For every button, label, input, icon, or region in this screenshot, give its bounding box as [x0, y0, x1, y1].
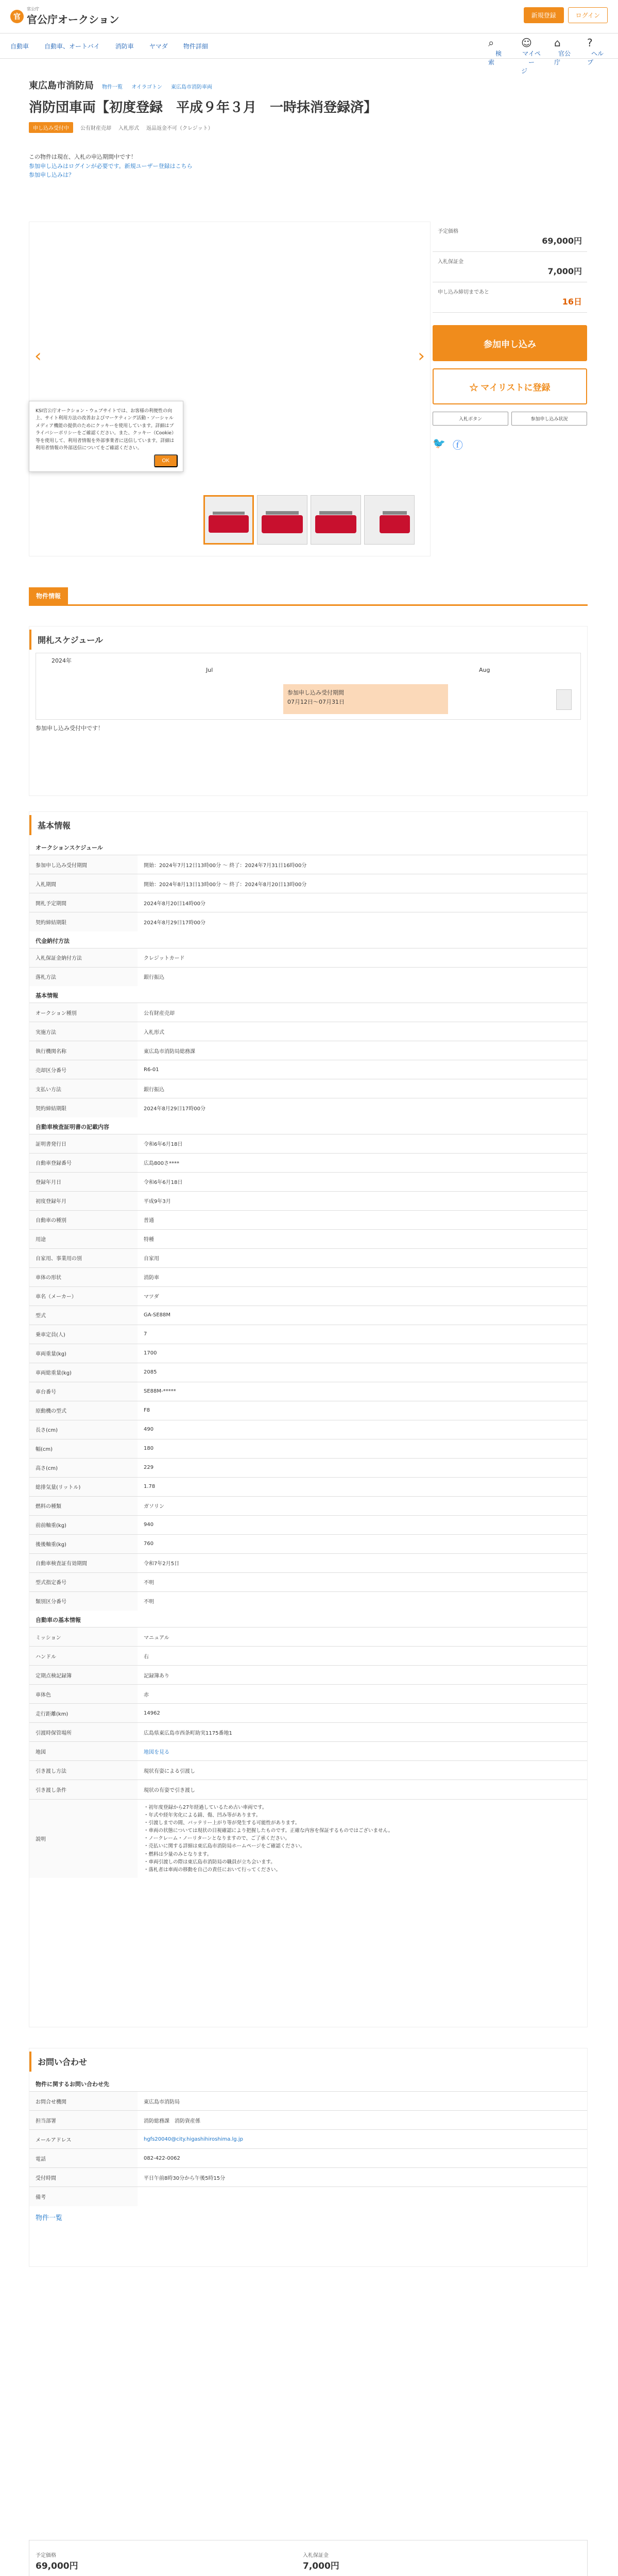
crumb[interactable]: オイラゴトン [131, 84, 162, 90]
cookie-banner [29, 401, 183, 472]
email-link[interactable]: hgfs20040@city.higashihiroshima.lg.jp [144, 2136, 243, 2142]
row-value: 082-422-0062 [138, 2149, 587, 2168]
table-row [29, 1079, 587, 1098]
table-row [29, 1153, 587, 1172]
thumbnail-strip [203, 495, 415, 545]
row-key: 証明書発行日 [29, 1134, 138, 1153]
contact-table [29, 2091, 587, 2206]
cookie-text: KSI官公庁オークション・ウェブサイトでは、お客様の利便性の向上、サイト利用方法の改善およびマーケティング活動・ソーシャルメディア機能の提供のためにクッキーを使用しています。詳細はプライバシーポリシーをご確認ください。また、クッキー（Cookie）等を使用して、利用者情報を外部事業者に送信しています。詳細は利用者情報の外部送信についてをご確認ください。 [36, 409, 177, 451]
status-badge: 申し込み受付中 [29, 122, 73, 133]
deposit-value: 7,000円 [303, 2561, 339, 2571]
row-key: 執行機関名称 [29, 1041, 138, 1060]
row-key: 入札保証金納付方法 [29, 948, 138, 967]
login-button[interactable]: ログイン [568, 7, 608, 23]
row-value: 特種 [138, 1229, 587, 1248]
catnav-item[interactable]: ヤマダ [149, 42, 168, 50]
crumb[interactable]: 東広島市消防車両 [171, 84, 213, 90]
table-row [29, 1172, 587, 1191]
bid-sidebar [433, 222, 587, 452]
deadline-label: 申し込み締切まであと [438, 290, 489, 295]
header-mypage[interactable] [521, 37, 542, 75]
bottom-bid-box [29, 2540, 588, 2576]
row-key: 引き渡し条件 [29, 1780, 138, 1799]
row-key: オークション種別 [29, 1003, 138, 1022]
top-header [0, 0, 618, 33]
row-key: メールアドレス [29, 2130, 138, 2149]
register-link[interactable]: 参加申し込みはログインが必要です。新規ユーザー登録はこちら [29, 162, 193, 170]
table-row [29, 912, 587, 931]
row-key: 乗車定員(人) [29, 1325, 138, 1344]
site-logo[interactable] [10, 7, 119, 26]
info-table [29, 1627, 587, 1799]
row-key: 契約締結期限 [29, 1098, 138, 1117]
row-value: 開始：2024年8月13日13時00分 ～ 終了：2024年8月20日13時00分 [138, 874, 587, 893]
schedule-year: 2024年 [52, 657, 72, 664]
row-value: 2024年8月29日17時00分 [138, 1098, 587, 1117]
table-row [29, 1344, 587, 1363]
table-row [29, 1799, 587, 1878]
logo-text: 官公庁オークション [27, 13, 119, 26]
row-key: 地図 [29, 1742, 138, 1761]
table-row [29, 1022, 587, 1041]
table-row [29, 1382, 587, 1401]
search-icon: ⌕ [488, 37, 494, 49]
star-icon: ☆ [469, 382, 481, 393]
deposit-label: 入札保証金 [303, 2553, 329, 2558]
row-key: 幅(cm) [29, 1439, 138, 1458]
header-agency[interactable] [554, 37, 575, 75]
badge: 公有財産売却 [80, 126, 111, 131]
row-key: 支払い方法 [29, 1079, 138, 1098]
bar-label: 参加申し込み受付期間 [287, 689, 344, 696]
row-value: SE88M-***** [138, 1382, 587, 1401]
row-value: 入札形式 [138, 1022, 587, 1041]
row-key: 車両重量(kg) [29, 1344, 138, 1363]
map-link[interactable]: 地図を見る [144, 1749, 169, 1755]
watchlist-label: マイリストに登録 [480, 382, 551, 393]
row-value: 令和7年2月5日 [138, 1553, 587, 1572]
row-key: ミッション [29, 1628, 138, 1647]
description-line: ・売払いに関する詳細は東広島市消防局ホームページをご確認ください。 [144, 1843, 305, 1850]
row-value: 2085 [138, 1363, 587, 1382]
row-key: 前前軸重(kg) [29, 1515, 138, 1534]
category-nav [0, 33, 618, 75]
row-key: 売却区分番号 [29, 1060, 138, 1079]
seller-name[interactable]: 東広島市消防局 [29, 80, 94, 91]
group-title: 自動車の基本情報 [36, 1617, 81, 1623]
row-key: 自動車検査証有効期間 [29, 1553, 138, 1572]
schedule-section [29, 626, 588, 796]
chevron-right-icon[interactable]: › [418, 346, 425, 366]
section-title: 基本情報 [29, 815, 587, 835]
page-title: 消防団車両【初度登録 平成９年３月 一時抹消登録済】 [29, 100, 377, 115]
row-value: 広島800さ**** [138, 1153, 587, 1172]
row-value: マニュアル [138, 1628, 587, 1647]
row-value: 平日午前8時30分から午後5時15分 [138, 2168, 587, 2187]
row-value: R6-01 [138, 1060, 587, 1079]
row-key: 自動車の種別 [29, 1210, 138, 1229]
description-line: ・引渡しまでの間、バッテリー上がり等が発生する可能性があります。 [144, 1820, 300, 1826]
tab-item-info[interactable]: 物件情報 [29, 587, 68, 604]
building-icon: ⌂ [554, 37, 561, 49]
table-row [29, 1325, 587, 1344]
row-key: 車名（メーカー） [29, 1286, 138, 1306]
info-table [29, 855, 587, 931]
description-line: ・車両引渡しの際は東広島市消防局の職員が立ち会います。 [144, 1859, 276, 1865]
table-row [29, 2130, 587, 2149]
table-row [29, 1248, 587, 1267]
table-row [29, 893, 587, 912]
apply-status-button[interactable]: 参加申し込み状況 [511, 412, 587, 426]
group-title: 自動車検査証明書の記載内容 [36, 1123, 109, 1130]
info-table [29, 948, 587, 987]
catnav-item[interactable]: 消防車 [115, 42, 134, 50]
deadline-value: 16日 [562, 297, 582, 307]
row-value: クレジットカード [138, 948, 587, 967]
bar-dates: 07月12日～07月31日 [287, 698, 345, 705]
description-line: ・年式や経年劣化による錆、傷、凹み等があります。 [144, 1812, 261, 1818]
schedule-note: 参加申し込み受付中です！ [36, 725, 104, 732]
info-table [29, 1003, 587, 1117]
row-value: 14962 [138, 1704, 587, 1723]
user-icon: ☺ [521, 37, 532, 49]
table-row [29, 1420, 587, 1439]
row-key: 型式 [29, 1306, 138, 1325]
row-value: 7 [138, 1325, 587, 1344]
row-key: 車台番号 [29, 1382, 138, 1401]
table-row [29, 1647, 587, 1666]
table-row [29, 1134, 587, 1153]
schedule-month: Aug [479, 667, 490, 673]
row-key: 車両総重量(kg) [29, 1363, 138, 1382]
row-key: 引渡時保管場所 [29, 1723, 138, 1742]
table-row [29, 1515, 587, 1534]
table-row [29, 1439, 587, 1458]
row-value: 180 [138, 1439, 587, 1458]
table-row [29, 2187, 587, 2206]
table-row [29, 1286, 587, 1306]
row-value: 東広島市消防局 [138, 2092, 587, 2111]
notice-line: この物件は現在、入札の申込期間中です！ [29, 154, 136, 160]
table-row [29, 2168, 587, 2187]
tab-bar [29, 587, 588, 606]
schedule-month: Jul [206, 667, 213, 673]
table-row [29, 1572, 587, 1591]
row-value: 229 [138, 1458, 587, 1477]
table-row [29, 1496, 587, 1515]
row-value: ガソリン [138, 1496, 587, 1515]
row-value: 銀行振込 [138, 967, 587, 986]
row-value: 令和6年6月18日 [138, 1172, 587, 1191]
row-value: 広島県東広島市西条町助実1175番地1 [138, 1723, 587, 1742]
description-table [29, 1799, 587, 1878]
header-help[interactable] [587, 37, 608, 75]
icon-label: マイページ [521, 50, 541, 75]
table-row [29, 1723, 587, 1742]
row-value [138, 2187, 587, 2206]
row-value: 消防総務課 消防資産係 [138, 2111, 587, 2130]
row-value: GA-SE88M [138, 1306, 587, 1325]
row-key: 初度登録年月 [29, 1191, 138, 1210]
row-value: 現状有姿による引渡し [138, 1761, 587, 1780]
schedule-bar [283, 684, 448, 714]
table-row [29, 1306, 587, 1325]
apply-help-link[interactable]: 参加申し込みは？ [29, 172, 74, 179]
row-value: 東広島市消防局総務課 [138, 1041, 587, 1060]
group-title: オークションスケジュール [36, 844, 103, 851]
row-value: 平成9年3月 [138, 1191, 587, 1210]
row-value: 銀行振込 [138, 1079, 587, 1098]
row-key: 総排気量(リットル) [29, 1477, 138, 1496]
badge: 返品返金不可（クレジット） [146, 126, 213, 131]
table-row [29, 874, 587, 893]
table-row [29, 1003, 587, 1022]
row-value: 令和6年6月18日 [138, 1134, 587, 1153]
facebook-icon[interactable]: ⓕ [452, 439, 463, 451]
deposit-label: 入札保証金 [438, 259, 464, 265]
table-row [29, 1591, 587, 1611]
icon-label: 官公庁 [554, 50, 571, 66]
row-key: 開札予定期間 [29, 893, 138, 912]
logo-sub: 官公庁 [27, 6, 39, 11]
row-value: F8 [138, 1401, 587, 1420]
row-value: 1700 [138, 1344, 587, 1363]
table-row [29, 1060, 587, 1079]
row-key: 備考 [29, 2187, 138, 2206]
row-value: 760 [138, 1534, 587, 1553]
table-row [29, 1041, 587, 1060]
table-row [29, 1780, 587, 1799]
row-key: お問合せ機関 [29, 2092, 138, 2111]
row-key: 登録年月日 [29, 1172, 138, 1191]
table-row [29, 1229, 587, 1248]
thumbnail[interactable] [203, 495, 254, 545]
price-value: 69,000円 [542, 236, 582, 246]
row-key: 入札期間 [29, 874, 138, 893]
row-value: 消防車 [138, 1267, 587, 1286]
row-key: 高さ(cm) [29, 1458, 138, 1477]
table-row [29, 967, 587, 986]
row-key: 引き渡し方法 [29, 1761, 138, 1780]
register-button[interactable]: 新規登録 [524, 7, 564, 23]
section-title: お問い合わせ [29, 2052, 587, 2072]
row-value: 940 [138, 1515, 587, 1534]
table-row [29, 1704, 587, 1723]
description-line: ・落札者は車両の移動を自己の責任において行ってください。 [144, 1867, 281, 1873]
row-key: 長さ(cm) [29, 1420, 138, 1439]
row-key: 類別区分番号 [29, 1591, 138, 1611]
icon-label: ヘルプ [587, 50, 604, 66]
row-key: 定期点検記録簿 [29, 1666, 138, 1685]
row-key: 受付時間 [29, 2168, 138, 2187]
price-label: 予定価格 [36, 2553, 56, 2558]
table-row [29, 1553, 587, 1572]
icon-label: 検索 [488, 50, 502, 66]
table-row [29, 1458, 587, 1477]
header-search[interactable] [488, 37, 509, 75]
table-row [29, 1477, 587, 1496]
row-key: 走行距離(km) [29, 1704, 138, 1723]
schedule-timeline [36, 653, 581, 720]
row-value: 490 [138, 1420, 587, 1439]
row-key: 実施方法 [29, 1022, 138, 1041]
thumbnail[interactable] [311, 495, 361, 545]
catnav-item[interactable]: 物件詳細 [183, 42, 208, 50]
catnav-item[interactable]: 自動車 [10, 42, 29, 50]
row-key: 後後軸重(kg) [29, 1534, 138, 1553]
table-row [29, 2149, 587, 2168]
row-value: 赤 [138, 1685, 587, 1704]
table-row [29, 1666, 587, 1685]
apply-button[interactable]: 参加申し込み [433, 325, 587, 361]
breadcrumb [102, 82, 219, 90]
table-row [29, 1685, 587, 1704]
basic-info-section [29, 811, 588, 2027]
watchlist-button[interactable] [433, 368, 587, 404]
row-key: 燃料の種類 [29, 1496, 138, 1515]
info-table [29, 1134, 587, 1611]
row-value [138, 1742, 587, 1761]
deposit-value: 7,000円 [547, 266, 582, 276]
description-line: ・燃料は少量のみとなります。 [144, 1851, 212, 1857]
login-notice [29, 152, 589, 180]
table-row [29, 1191, 587, 1210]
table-row [29, 1267, 587, 1286]
row-key: ハンドル [29, 1647, 138, 1666]
logo-mark: 官 [10, 10, 24, 23]
thumbnail[interactable] [364, 495, 415, 545]
row-key: 自家用、事業用の別 [29, 1248, 138, 1267]
table-row [29, 855, 587, 874]
catnav-item[interactable]: 自動車、オートバイ [44, 42, 100, 50]
row-key: 契約締結期限 [29, 912, 138, 931]
image-gallery [29, 222, 431, 556]
contact-subtitle: 物件に関するお問い合わせ先 [36, 2081, 109, 2088]
row-key: 落札方法 [29, 967, 138, 986]
table-row [29, 1363, 587, 1382]
badge: 入札形式 [118, 126, 139, 131]
row-value: 開始：2024年7月12日13時00分 ～ 終了：2024年7月31日16時00分 [138, 855, 587, 874]
row-value: 2024年8月20日14時00分 [138, 893, 587, 912]
contact-section [29, 2048, 588, 2267]
table-row [29, 1401, 587, 1420]
row-value: 2024年8月29日17時00分 [138, 912, 587, 931]
row-value: 普通 [138, 1210, 587, 1229]
crumb[interactable]: 物件一覧 [102, 84, 123, 90]
description-line: ・初年度登録から27年経過しているため古い車両です。 [144, 1804, 267, 1810]
table-row [29, 1742, 587, 1761]
row-key: 原動機の型式 [29, 1401, 138, 1420]
table-row [29, 2092, 587, 2111]
row-value: 公有財産売却 [138, 1003, 587, 1022]
row-key: 自動車登録番号 [29, 1153, 138, 1172]
table-row [29, 1534, 587, 1553]
twitter-icon[interactable]: 🐦 [433, 437, 445, 449]
row-key: 車体色 [29, 1685, 138, 1704]
row-key: 説明 [29, 1799, 138, 1878]
table-row [29, 1098, 587, 1117]
description-text [138, 1799, 587, 1878]
chevron-left-icon[interactable]: ‹ [35, 346, 42, 366]
back-to-list-link[interactable]: 物件一覧 [36, 2214, 63, 2222]
row-value: 自家用 [138, 1248, 587, 1267]
price-label: 予定価格 [438, 229, 458, 234]
section-title: 開札スケジュール [29, 630, 587, 650]
row-key: 車体の形状 [29, 1267, 138, 1286]
table-row [29, 1761, 587, 1780]
group-title: 代金納付方法 [36, 937, 70, 944]
timeline-scroll[interactable] [556, 689, 572, 710]
row-key: 担当部署 [29, 2111, 138, 2130]
table-row [29, 1210, 587, 1229]
row-value: 1.78 [138, 1477, 587, 1496]
row-value: 右 [138, 1647, 587, 1666]
row-value: 記録簿あり [138, 1666, 587, 1685]
cookie-ok-button[interactable]: OK [154, 454, 178, 467]
row-key: 電話 [29, 2149, 138, 2168]
description-line: ・車両の状態については現状の目視確認により把握したものです。正確な内容を保証するものではございません。 [144, 1828, 393, 1834]
row-key: 参加申し込み受付期間 [29, 855, 138, 874]
table-row [29, 1628, 587, 1647]
thumbnail[interactable] [257, 495, 307, 545]
row-value: 現状の有姿で引き渡し [138, 1780, 587, 1799]
price-value: 69,000円 [36, 2561, 78, 2571]
row-key: 用途 [29, 1229, 138, 1248]
row-key: 型式指定番号 [29, 1572, 138, 1591]
question-icon: ? [587, 37, 593, 49]
row-value: 不明 [138, 1591, 587, 1611]
group-title: 基本情報 [36, 992, 58, 999]
row-value: マツダ [138, 1286, 587, 1306]
table-row [29, 948, 587, 967]
description-line: ・ノークレーム・ノーリターンとなりますので、ご了承ください。 [144, 1836, 290, 1842]
bid-button[interactable]: 入札ボタン [433, 412, 508, 426]
row-value: 不明 [138, 1572, 587, 1591]
table-row [29, 2111, 587, 2130]
